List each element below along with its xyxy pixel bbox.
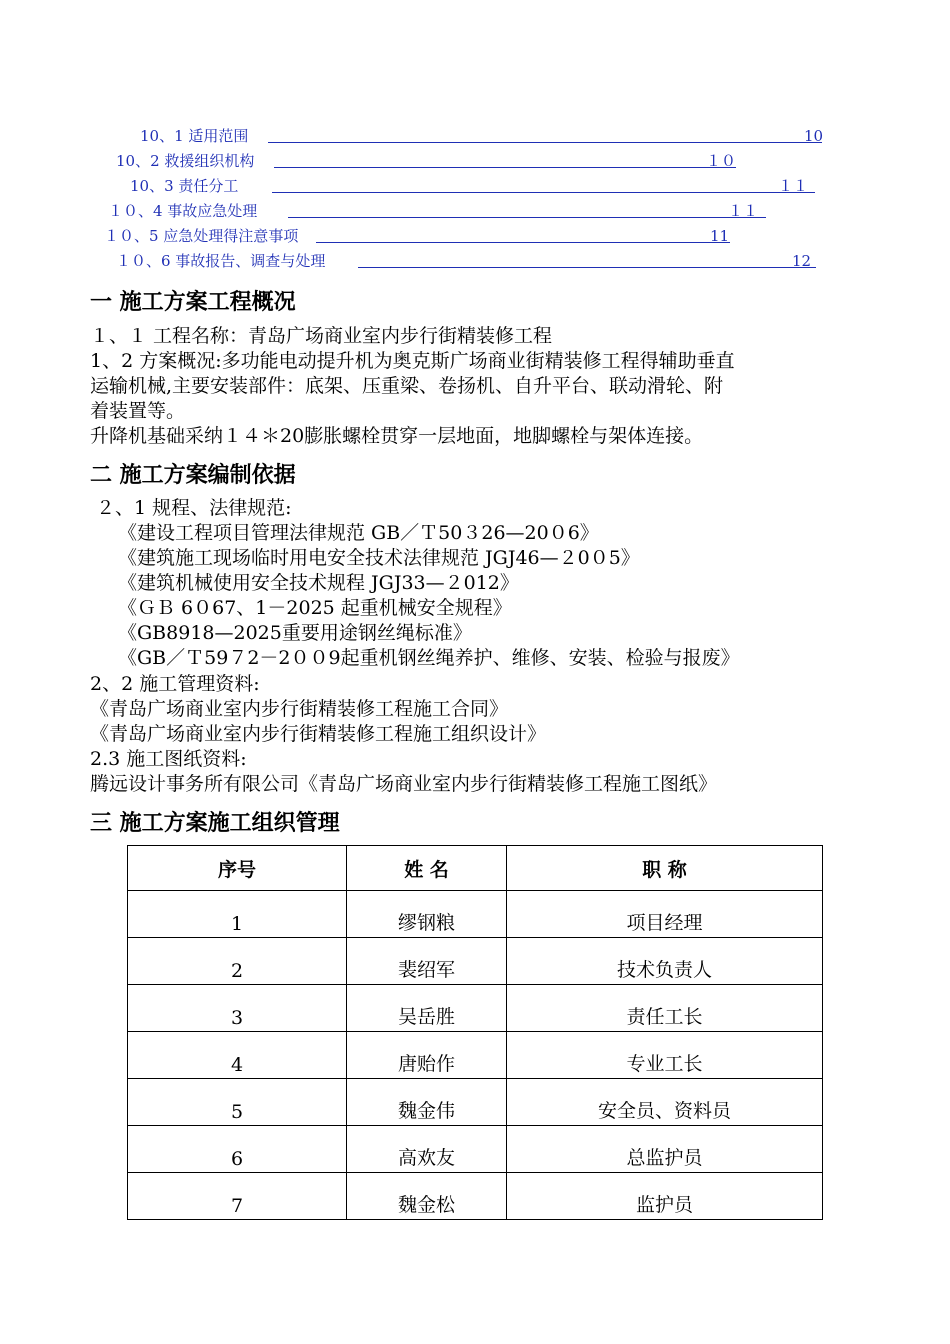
toc-entry[interactable] (116, 151, 736, 171)
management-item: 《青岛广场商业室内步行街精装修工程施工组织设计》 (90, 723, 547, 745)
overview-line-3: 着装置等。 (90, 400, 186, 422)
regulations-heading: ２、1 规程、法律规范: (96, 497, 292, 519)
table-row (128, 1126, 823, 1173)
col-header-index: 序号 (128, 846, 347, 891)
table-row (128, 1032, 823, 1079)
toc-label: １０、6 事故报告、调查与处理 (116, 252, 326, 270)
col-header-name: 姓 名 (347, 846, 507, 891)
table-row (128, 1079, 823, 1126)
toc-leader (272, 192, 815, 193)
toc-label: 10、2 救援组织机构 (116, 152, 255, 170)
cell-title: 项目经理 (507, 891, 823, 938)
cell-title: 责任工长 (507, 985, 823, 1032)
toc-label: １０、4 事故应急处理 (108, 202, 258, 220)
toc-label: １０、5 应急处理得注意事项 (104, 227, 299, 245)
table-row (128, 1173, 823, 1220)
toc-entry[interactable] (130, 176, 815, 196)
toc-entry[interactable] (140, 126, 822, 146)
overview-line-1: 1、2 方案概况:多功能电动提升机为奥克斯广场商业街精装修工程得辅助垂直 (90, 350, 735, 372)
management-heading: 2、2 施工管理资料: (90, 673, 260, 695)
cell-title: 技术负责人 (507, 938, 823, 985)
cell-index: 1 (128, 891, 347, 938)
regulation-item: 《GB／Ｔ59７2－2００9起重机钢丝绳养护、维修、安装、检验与报废》 (118, 647, 740, 669)
cell-index: 4 (128, 1032, 347, 1079)
toc-leader (268, 142, 822, 143)
toc-page: １１ (778, 177, 809, 195)
toc-entry[interactable] (108, 201, 766, 221)
toc-leader (316, 242, 730, 243)
cell-name: 吴岳胜 (347, 985, 507, 1032)
cell-title: 总监护员 (507, 1126, 823, 1173)
cell-name: 魏金伟 (347, 1079, 507, 1126)
foundation-note: 升降机基础采纳１４＊20膨胀螺栓贯穿一层地面，地脚螺栓与架体连接。 (90, 425, 704, 447)
section-3-title: 三 施工方案施工组织管理 (90, 811, 340, 836)
cell-index: 3 (128, 985, 347, 1032)
cell-title: 专业工长 (507, 1032, 823, 1079)
management-item: 《青岛广场商业室内步行街精装修工程施工合同》 (90, 698, 509, 720)
table-row (128, 891, 823, 938)
toc-page: 10 (804, 127, 824, 145)
toc-entry[interactable] (116, 251, 816, 271)
drawings-item: 腾远设计事务所有限公司《青岛广场商业室内步行街精装修工程施工图纸》 (90, 773, 718, 795)
section-1-title: 一 施工方案工程概况 (90, 290, 296, 315)
toc-leader (358, 267, 816, 268)
regulation-item: 《ＧＢ 6０67、1－2025 起重机械安全规程》 (118, 597, 512, 619)
staff-table (127, 845, 823, 1220)
col-header-title: 职 称 (507, 846, 823, 891)
regulation-item: 《建筑机械使用安全技术规程 JGJ33—２012》 (118, 572, 519, 594)
toc-page: １０ (706, 152, 737, 170)
toc-label: 10、3 责任分工 (130, 177, 239, 195)
regulation-item: 《建筑施工现场临时用电安全技术法律规范 JGJ46—２0０5》 (118, 547, 640, 569)
cell-name: 魏金松 (347, 1173, 507, 1220)
cell-name: 裴绍军 (347, 938, 507, 985)
regulation-item: 《GB8918—2025重要用途钢丝绳标准》 (118, 622, 472, 644)
toc-entry[interactable] (104, 226, 730, 246)
cell-title: 安全员、资料员 (507, 1079, 823, 1126)
toc-leader (288, 217, 766, 218)
cell-title: 监护员 (507, 1173, 823, 1220)
table-row (128, 985, 823, 1032)
cell-index: 2 (128, 938, 347, 985)
project-name: １、１ 工程名称：青岛广场商业室内步行街精装修工程 (90, 325, 553, 347)
table-row (128, 938, 823, 985)
drawings-heading: 2.3 施工图纸资料: (90, 748, 247, 770)
cell-name: 缪钢粮 (347, 891, 507, 938)
cell-index: 7 (128, 1173, 347, 1220)
toc-leader (274, 167, 736, 168)
toc-page: 11 (710, 227, 730, 245)
toc-page: 12 (792, 252, 812, 270)
regulation-item: 《建设工程项目管理法律规范 GB／Ｔ50３26—20０6》 (118, 522, 599, 544)
cell-index: 6 (128, 1126, 347, 1173)
table-header-row (128, 846, 823, 891)
cell-name: 高欢友 (347, 1126, 507, 1173)
cell-name: 唐贻作 (347, 1032, 507, 1079)
section-2-title: 二 施工方案编制依据 (90, 463, 296, 488)
toc-page: １１ (728, 202, 759, 220)
overview-line-2: 运输机械,主要安装部件：底架、压重梁、卷扬机、自升平台、联动滑轮、附 (90, 375, 724, 397)
cell-index: 5 (128, 1079, 347, 1126)
toc-label: 10、1 适用范围 (140, 127, 249, 145)
